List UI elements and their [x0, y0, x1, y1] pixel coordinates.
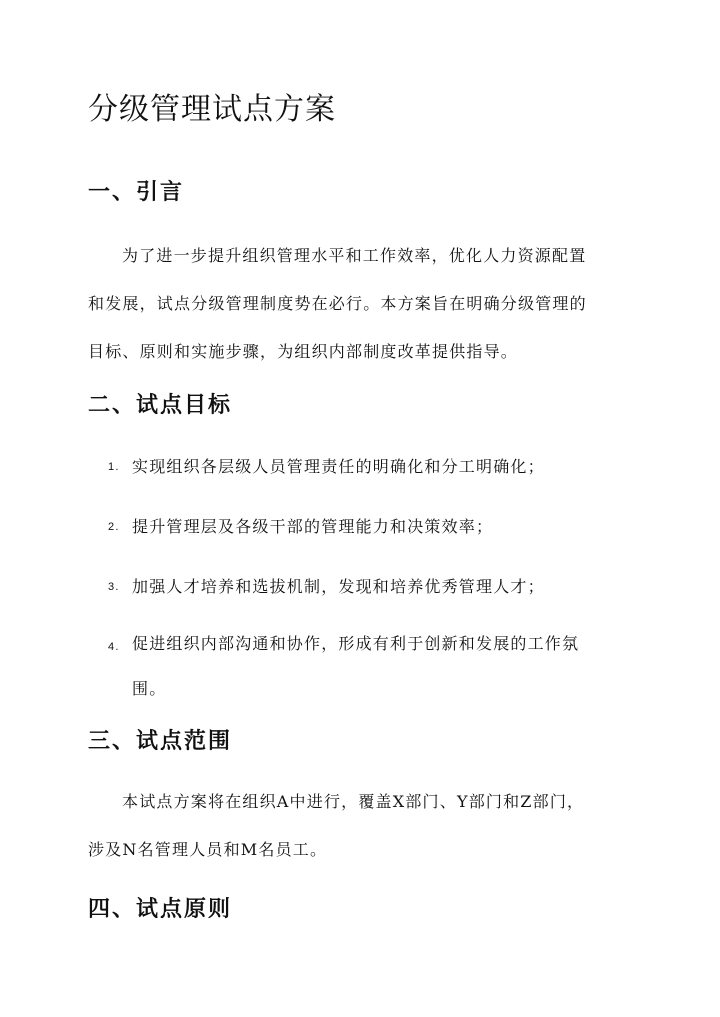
- objectives-list: [88, 446, 636, 734]
- section-paragraph-introduction: [88, 232, 636, 376]
- section-heading-principles: 四、试点原则: [88, 896, 233, 922]
- paragraph-line: 涉及N名管理人员和M名员工。: [88, 840, 328, 859]
- list-item-number: 3.: [108, 581, 120, 593]
- section-paragraph-scope: [88, 778, 636, 874]
- list-item-text: 围。: [132, 679, 167, 698]
- paragraph-line: 和发展，试点分级管理制度势在必行。本方案旨在明确分级管理的: [88, 294, 587, 313]
- list-item: [88, 506, 636, 548]
- section-heading-scope: 三、试点范围: [88, 728, 233, 754]
- list-item-text: 加强人才培养和选拔机制，发现和培养优秀管理人才；: [132, 577, 545, 596]
- list-item-number: 4.: [108, 641, 120, 653]
- list-item-text: 促进组织内部沟通和协作，形成有利于创新和发展的工作氛: [132, 634, 580, 653]
- list-item: [88, 626, 636, 716]
- list-item-text: 提升管理层及各级干部的管理能力和决策效率；: [132, 517, 494, 536]
- document-title: 分级管理试点方案: [88, 92, 336, 127]
- paragraph-line: 目标、原则和实施步骤，为组织内部制度改革提供指导。: [88, 342, 519, 361]
- section-heading-objectives: 二、试点目标: [88, 392, 233, 418]
- list-item: [88, 566, 636, 608]
- list-item-number: 2.: [108, 521, 120, 533]
- list-item: [88, 446, 636, 488]
- paragraph-line: 本试点方案将在组织A中进行，覆盖X部门、Y部门和Z部门，: [122, 792, 585, 811]
- paragraph-line: 为了进一步提升组织管理水平和工作效率，优化人力资源配置: [122, 246, 587, 265]
- list-item-text: 实现组织各层级人员管理责任的明确化和分工明确化；: [132, 457, 545, 476]
- list-item-number: 1.: [108, 461, 120, 473]
- section-heading-introduction: 一、引言: [88, 179, 185, 205]
